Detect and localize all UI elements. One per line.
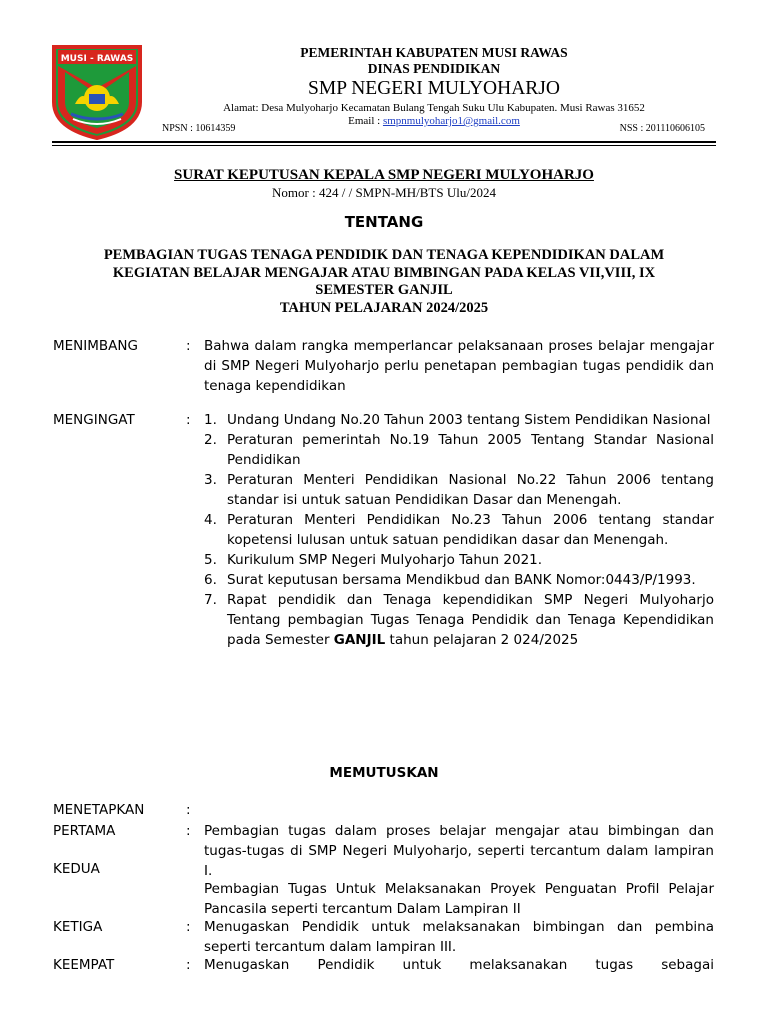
nss: NSS : 201110606105: [619, 123, 705, 134]
npsn: NPSN : 10614359: [162, 123, 236, 134]
list-item-text: Peraturan Menteri Pendidikan No.23 Tahun 2006 tentang standar kopetensi lulusan untuk satuan pendidikan dasar dan Menengah.: [227, 512, 714, 548]
subject-line: TAHUN PELAJARAN 2024/2025: [279, 299, 489, 316]
kedua-label: KEDUA: [53, 861, 100, 877]
list-item: [204, 550, 714, 570]
department-name: DINAS PENDIDIKAN: [367, 61, 501, 76]
list-number: 1.: [204, 412, 217, 428]
list-item: [204, 590, 714, 650]
subject-line: SEMESTER GANJIL: [315, 282, 453, 298]
list-item: [204, 470, 714, 510]
school-name: SMP NEGERI MULYOHARJO: [308, 78, 560, 99]
mengingat-colon: :: [186, 412, 191, 428]
list-number: 2.: [204, 432, 217, 448]
keempat-label: KEEMPAT: [53, 957, 115, 973]
pertama-label: PERTAMA: [53, 823, 116, 839]
list-item-text: Peraturan pemerintah No.19 Tahun 2005 Tentang Standar Nasional Pendidikan: [227, 432, 714, 468]
list-number: 4.: [204, 512, 217, 528]
letterhead-divider-thick: [52, 141, 716, 143]
kedua-text: Pembagian Tugas Untuk Melaksanakan Proyek Penguatan Profil Pelajar Pancasila seperti tercantum Dalam Lampiran II: [204, 881, 714, 917]
list-item-text-end: tahun pelajaran 2 024/2025: [385, 632, 579, 648]
letterhead: [150, 45, 718, 128]
decree-number: Nomor : 424 / / SMPN-MH/BTS Ulu/2024: [272, 185, 496, 200]
subject-line: KEGIATAN BELAJAR MENGAJAR ATAU BIMBINGAN PADA KELAS VII,VIII, IX: [112, 264, 656, 281]
list-number: 6.: [204, 572, 217, 588]
menetapkan-colon: :: [186, 802, 191, 818]
mengingat-label: MENGINGAT: [53, 412, 135, 428]
list-item-text: Kurikulum SMP Negeri Mulyoharjo Tahun 2021.: [227, 552, 543, 568]
list-item: [204, 570, 714, 590]
list-item-text: Surat keputusan bersama Mendikbud dan BANK Nomor:0443/P/1993.: [227, 572, 696, 588]
list-number: 5.: [204, 552, 217, 568]
menimbang-colon: :: [186, 338, 191, 354]
menimbang-text: Bahwa dalam rangka memperlancar pelaksanaan proses belajar mengajar di SMP Negeri Mulyoharjo perlu penetapan pembagian tugas pendidik dan tenaga kependidikan: [204, 338, 714, 394]
email-label: Email :: [348, 115, 383, 127]
ketiga-text: Menugaskan Pendidik untuk melaksanakan bimbingan dan pembina seperti tercantum dalam lampiran III.: [204, 919, 714, 955]
logo-text: MUSI - RAWAS: [60, 54, 134, 64]
subject-line: PEMBAGIAN TUGAS TENAGA PENDIDIK DAN TENAGA KEPENDIDIKAN DALAM: [103, 247, 665, 263]
semester-emphasis: GANJIL: [333, 632, 386, 648]
school-address: Alamat: Desa Mulyoharjo Kecamatan Bulang Tengah Suku Ulu Kabupaten. Musi Rawas 31652: [223, 102, 645, 114]
keempat-colon: :: [186, 957, 191, 973]
email-link[interactable]: smpnmulyoharjo1@gmail.com: [382, 115, 520, 127]
ketiga-colon: :: [186, 919, 191, 935]
list-item-text: Peraturan Menteri Pendidikan Nasional No.22 Tahun 2006 tentang standar isi untuk satuan Pendidikan Dasar dan Menengah.: [227, 472, 714, 508]
pertama-colon: :: [186, 823, 191, 839]
menimbang-label: MENIMBANG: [53, 338, 138, 354]
musi-rawas-logo: [51, 44, 143, 140]
list-number: 7.: [204, 592, 217, 608]
memutuskan-heading: MEMUTUSKAN: [329, 765, 439, 781]
legal-basis-list: [204, 410, 714, 650]
list-item-text: Rapat pendidik dan Tenaga kependidikan SMP Negeri Mulyoharjo Tentang pembagian Tugas Tenaga Pendidik dan Tenaga Kependidikan pada Semester: [227, 592, 714, 648]
list-item: [204, 410, 714, 430]
letterhead-divider-thin: [52, 145, 716, 146]
government-name: PEMERINTAH KABUPATEN MUSI RAWAS: [300, 45, 568, 60]
pertama-text: Pembagian tugas dalam proses belajar mengajar atau bimbingan dan tugas-tugas di SMP Negeri Mulyoharjo, seperti tercantum dalam lampiran I.: [204, 823, 714, 879]
decree-title: SURAT KEPUTUSAN KEPALA SMP NEGERI MULYOHARJO: [174, 167, 594, 183]
list-item: [204, 510, 714, 550]
list-item-text: Undang Undang No.20 Tahun 2003 tentang Sistem Pendidikan Nasional: [227, 412, 711, 428]
list-item: [204, 430, 714, 470]
keempat-text: Menugaskan Pendidik untuk melaksanakan tugas sebagai: [204, 957, 714, 973]
ketiga-label: KETIGA: [53, 919, 103, 935]
menetapkan-label: MENETAPKAN: [53, 802, 145, 818]
decree-subject: [52, 247, 716, 317]
list-number: 3.: [204, 472, 217, 488]
tentang-heading: TENTANG: [344, 213, 424, 231]
